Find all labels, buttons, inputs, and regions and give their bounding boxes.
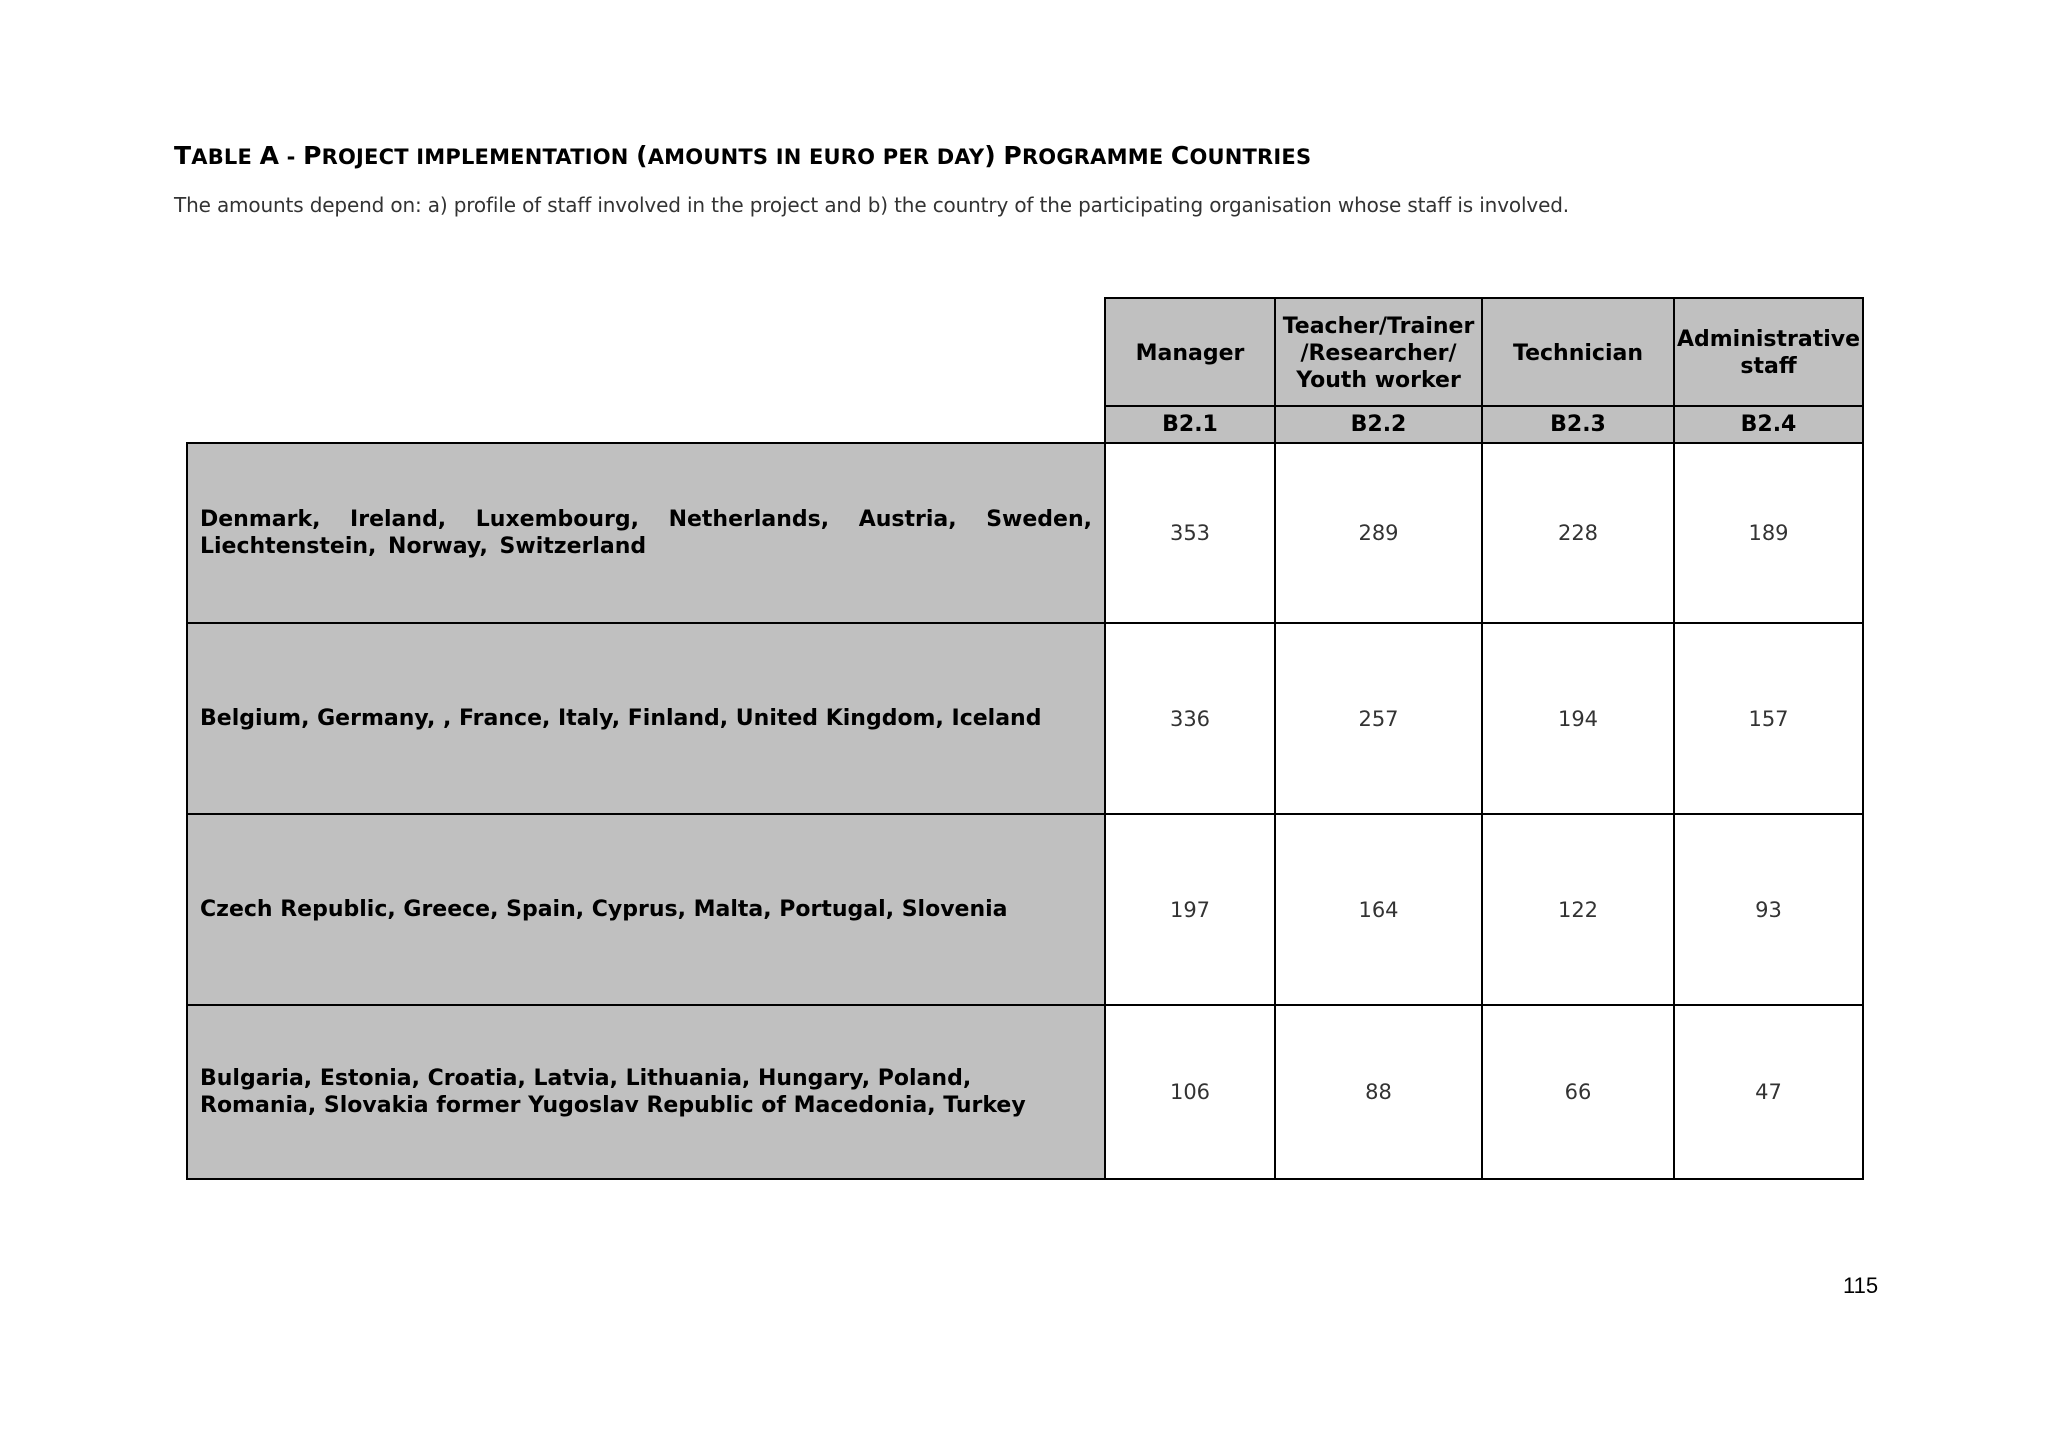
intro-paragraph: The amounts depend on: a) profile of staff involved in the project and b) the country of the participating organisation whose staff is involved. xyxy=(174,193,1569,217)
title-part: (AMOUNTS IN EURO PER DAY xyxy=(636,141,985,170)
column-code: B2.3 xyxy=(1481,405,1675,444)
country-group-row-4: Bulgaria, Estonia, Croatia, Latvia, Lithuania, Hungary, Poland, Romania, Slovakia former Yugoslav Republic of Macedonia, Turkey xyxy=(186,1004,1106,1180)
value-cell: 157 xyxy=(1673,622,1864,815)
title-part: PROGRAMME xyxy=(1003,141,1171,170)
column-header-technician: Technician xyxy=(1481,297,1675,409)
value-cell: 122 xyxy=(1481,813,1675,1006)
value-cell: 257 xyxy=(1274,622,1483,815)
value-cell: 197 xyxy=(1104,813,1276,1006)
value-cell: 88 xyxy=(1274,1004,1483,1180)
column-code: B2.4 xyxy=(1673,405,1864,444)
value-cell: 164 xyxy=(1274,813,1483,1006)
column-header-administrative: Administrative staff xyxy=(1673,297,1864,409)
column-code: B2.2 xyxy=(1274,405,1483,444)
country-group-row-3: Czech Republic, Greece, Spain, Cyprus, Malta, Portugal, Slovenia xyxy=(186,813,1106,1006)
title-part: ) xyxy=(984,141,996,170)
title-part: TABLE xyxy=(174,141,260,170)
country-group-row-2: Belgium, Germany, , France, Italy, Finland, United Kingdom, Iceland xyxy=(186,622,1106,815)
title-part: A - xyxy=(259,141,304,170)
title-part: PROJECT IMPLEMENTATION xyxy=(303,141,637,170)
value-cell: 336 xyxy=(1104,622,1276,815)
column-code: B2.1 xyxy=(1104,405,1276,444)
value-cell: 189 xyxy=(1673,442,1864,624)
column-header-teacher: Teacher/Trainer /Researcher/ Youth worker xyxy=(1274,297,1483,409)
value-cell: 228 xyxy=(1481,442,1675,624)
country-group-row-1: Denmark, Ireland, Luxembourg, Netherlands, Austria, Sweden, Liechtenstein, Norway, Switzerland xyxy=(186,442,1106,624)
page-number: 115 xyxy=(1843,1273,1879,1298)
value-cell: 289 xyxy=(1274,442,1483,624)
column-header-manager: Manager xyxy=(1104,297,1276,409)
value-cell: 93 xyxy=(1673,813,1864,1006)
value-cell: 194 xyxy=(1481,622,1675,815)
value-cell: 47 xyxy=(1673,1004,1864,1180)
title-part: COUNTRIES xyxy=(1170,141,1312,170)
value-cell: 353 xyxy=(1104,442,1276,624)
value-cell: 106 xyxy=(1104,1004,1276,1180)
value-cell: 66 xyxy=(1481,1004,1675,1180)
table-title xyxy=(174,141,1311,170)
